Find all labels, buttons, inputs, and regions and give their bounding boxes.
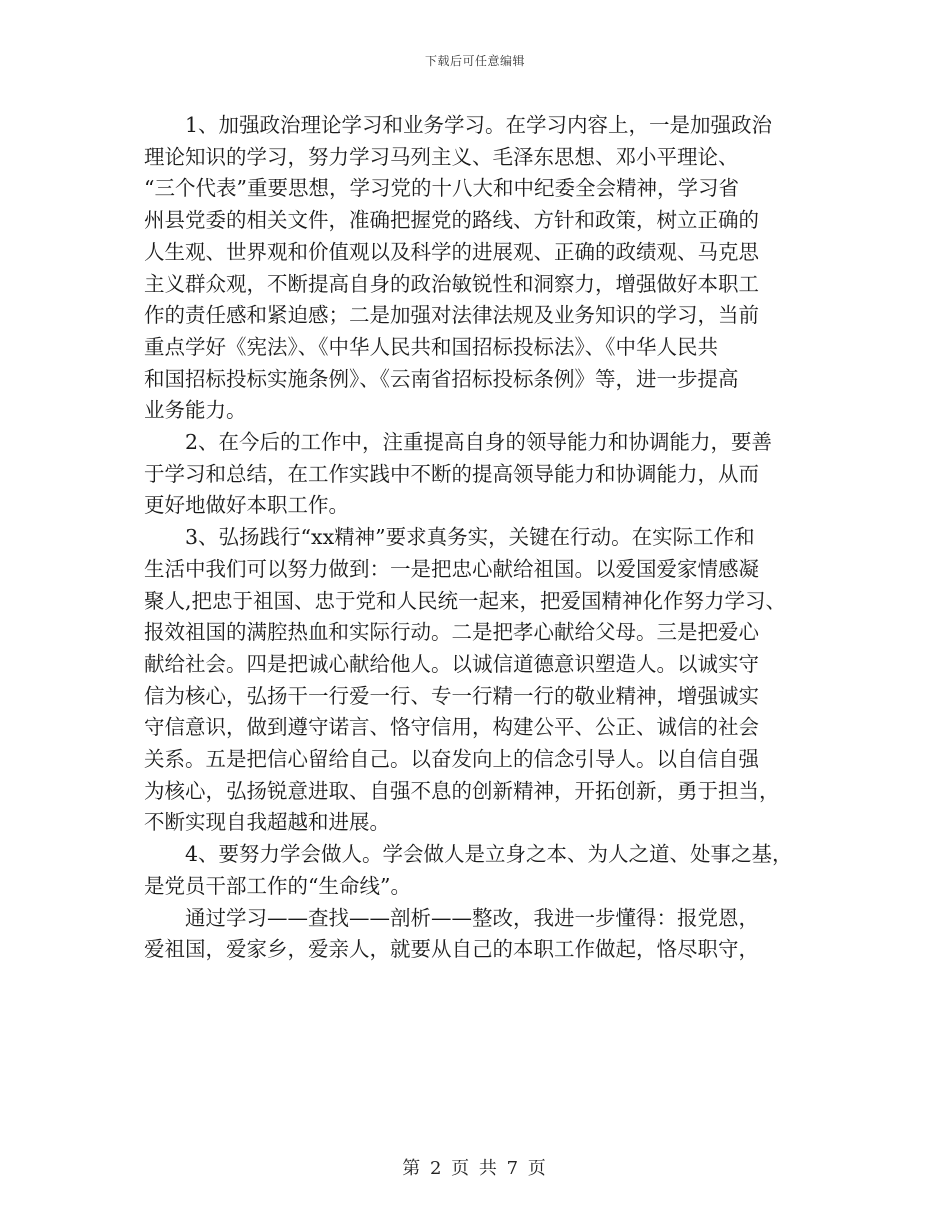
paragraph-line: 于学习和总结，在工作实践中不断的提高领导能力和协调能力，从而 <box>144 461 759 486</box>
paragraph-line: 重点学好《宪法》、《中华人民共和国招标投标法》、《中华人民共 <box>144 334 718 359</box>
paragraph-line: 作的责任感和紧迫感；二是加强对法律法规及业务知识的学习，当前 <box>144 303 759 328</box>
paragraph-line: 献给社会。四是把诚心献给他人。以诚信道德意识塑造人。以诚实守 <box>144 651 759 676</box>
page-header: 下载后可任意编辑 <box>424 54 525 68</box>
paragraph-line: 人生观、世界观和价值观以及科学的进展观、正确的政绩观、马克思 <box>144 239 759 264</box>
paragraph-5 <box>144 903 814 966</box>
paragraph-line: 是党员干部工作的“生命线”。 <box>144 873 411 898</box>
paragraph-1 <box>144 110 814 427</box>
paragraph-line: 1、加强政治理论学习和业务学习。在学习内容上，一是加强政治 <box>185 113 773 137</box>
paragraph-line: 业务能力。 <box>144 398 247 423</box>
paragraph-line: 报效祖国的满腔热血和实际行动。二是把孝心献给父母。三是把爱心 <box>144 620 759 645</box>
paragraph-line: 不断实现自我超越和进展。 <box>144 810 390 835</box>
paragraph-2 <box>144 427 814 522</box>
paragraph-line: 生活中我们可以努力做到：一是把忠心献给祖国。以爱国爱家情感凝 <box>144 556 759 581</box>
paragraph-3 <box>144 522 814 839</box>
paragraph-line: 州县党委的相关文件，准确把握党的路线、方针和政策，树立正确的 <box>144 208 759 233</box>
paragraph-line: 更好地做好本职工作。 <box>144 493 349 518</box>
paragraph-line: 4、要努力学会做人。学会做人是立身之本、为人之道、处事之基， <box>185 842 793 867</box>
paragraph-line: 通过学习——查找——剖析——整改，我进一步懂得：报党恩， <box>185 905 759 930</box>
paragraph-line: 和国招标投标实施条例》、《云南省招标投标条例》等，进一步提高 <box>144 366 739 391</box>
paragraph-line: 3、弘扬践行“xx精神”要求真务实，关键在行动。在实际工作和 <box>185 525 755 550</box>
paragraph-line: 理论知识的学习，努力学习马列主义、毛泽东思想、邓小平理论、 <box>144 144 739 169</box>
paragraph-line: 守信意识，做到遵守诺言、恪守信用，构建公平、公正、诚信的社会 <box>144 715 759 740</box>
paragraph-line: 主义群众观，不断提高自身的政治敏锐性和洞察力，增强做好本职工 <box>144 271 759 296</box>
paragraph-4 <box>144 839 814 902</box>
paragraph-line: “三个代表”重要思想，学习党的十八大和中纪委全会精神，学习省 <box>144 176 739 201</box>
document-body <box>144 110 814 966</box>
page-number-footer: 第 2 页 共 7 页 <box>402 1158 548 1179</box>
paragraph-line: 关系。五是把信心留给自己。以奋发向上的信念引导人。以自信自强 <box>144 747 759 772</box>
paragraph-line: 爱祖国，爱家乡，爱亲人，就要从自己的本职工作做起，恪尽职守， <box>144 937 759 962</box>
paragraph-line: 2、在今后的工作中，注重提高自身的领导能力和协调能力，要善 <box>185 430 773 455</box>
paragraph-line: 聚人,把忠于祖国、忠于党和人民统一起来，把爱国精神化作努力学习、 <box>144 588 787 613</box>
paragraph-line: 为核心，弘扬锐意进取、自强不息的创新精神，开拓创新，勇于担当， <box>144 778 780 803</box>
paragraph-line: 信为核心，弘扬干一行爱一行、专一行精一行的敬业精神，增强诚实 <box>144 683 759 708</box>
